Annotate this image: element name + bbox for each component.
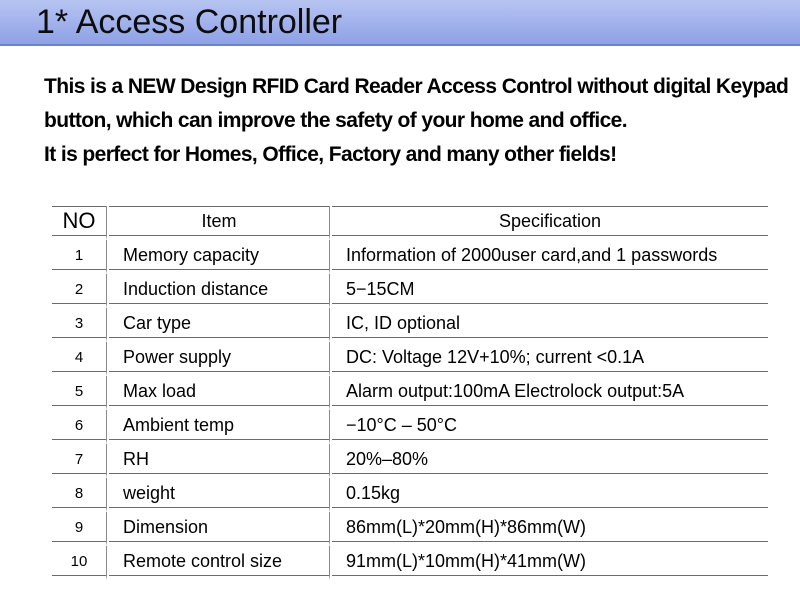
table-row (52, 410, 768, 444)
table-row (52, 376, 768, 410)
row-spec: 20%–80% (330, 444, 768, 478)
row-no: 3 (52, 308, 107, 342)
row-spec: 86mm(L)*20mm(H)*86mm(W) (330, 512, 768, 546)
table-row (52, 478, 768, 512)
intro-line: It is perfect for Homes, Office, Factory and many other fields! (44, 143, 617, 166)
banner-title: 1* Access Controller (36, 3, 343, 41)
header-spec: Specification (330, 206, 768, 240)
row-no: 10 (52, 546, 107, 580)
row-spec: IC, ID optional (330, 308, 768, 342)
row-no: 7 (52, 444, 107, 478)
row-item: RH (107, 444, 330, 478)
row-item: Induction distance (107, 274, 330, 308)
row-spec: −10°C – 50°C (330, 410, 768, 444)
table-row (52, 512, 768, 546)
row-spec: DC: Voltage 12V+10%; current <0.1A (330, 342, 768, 376)
row-spec: 91mm(L)*10mm(H)*41mm(W) (330, 546, 768, 580)
row-no: 9 (52, 512, 107, 546)
header-no: NO (52, 206, 107, 240)
row-item: Ambient temp (107, 410, 330, 444)
row-item: Remote control size (107, 546, 330, 580)
title-banner (0, 0, 800, 46)
row-no: 2 (52, 274, 107, 308)
row-spec: Information of 2000user card,and 1 passwords (330, 240, 768, 274)
intro-text (44, 70, 794, 172)
row-spec: 0.15kg (330, 478, 768, 512)
header-item: Item (107, 206, 330, 240)
table-header-row (52, 206, 768, 240)
row-item: Memory capacity (107, 240, 330, 274)
intro-line: This is a NEW Design RFID Card Reader Access Control without digital Keypad (44, 75, 789, 98)
row-no: 6 (52, 410, 107, 444)
row-item: Power supply (107, 342, 330, 376)
intro-line: button, which can improve the safety of your home and office. (44, 109, 627, 132)
row-no: 4 (52, 342, 107, 376)
row-item: Car type (107, 308, 330, 342)
row-item: weight (107, 478, 330, 512)
row-no: 1 (52, 240, 107, 274)
row-item: Dimension (107, 512, 330, 546)
table-row (52, 274, 768, 308)
row-no: 8 (52, 478, 107, 512)
table-row (52, 546, 768, 580)
row-spec: Alarm output:100mA Electrolock output:5A (330, 376, 768, 410)
row-item: Max load (107, 376, 330, 410)
row-no: 5 (52, 376, 107, 410)
row-spec: 5−15CM (330, 274, 768, 308)
table-row (52, 444, 768, 478)
table-row (52, 342, 768, 376)
table-row (52, 240, 768, 274)
spec-table (52, 206, 768, 580)
table-row (52, 308, 768, 342)
